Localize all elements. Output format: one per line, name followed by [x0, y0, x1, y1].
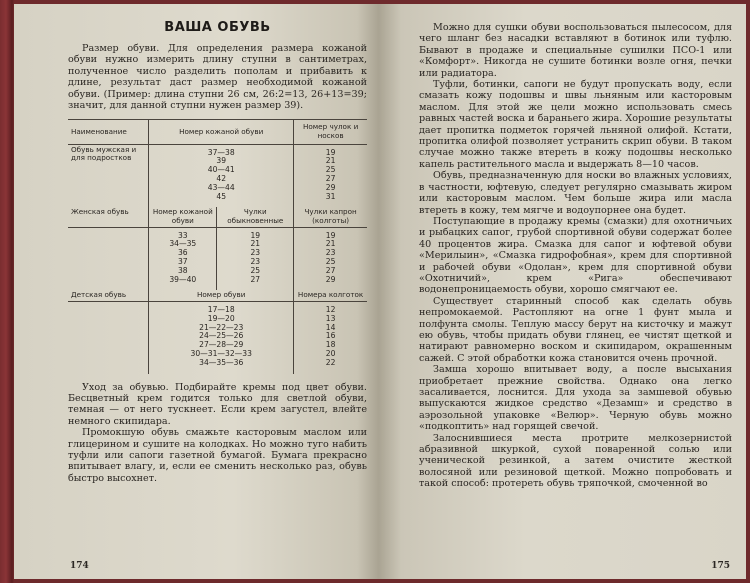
row-label-children: Детская обувь: [68, 290, 149, 301]
women-header-stockings: Чулки обыкновенные: [217, 207, 294, 227]
women-header-shoe: Номер кожаной обуви: [149, 207, 217, 227]
women-stocking-sizes: 19 21 23 23 25 27: [217, 227, 294, 290]
children-header-shoe: Номер обуви: [149, 290, 294, 301]
shoe-care-paragraph: Уход за обувью. Подбирайте кремы под цвет обуви. Бесцветный крем годится только для светлой обуви, темная — от него тускнеет. Если крем загустел, влейте немного скипидара.: [68, 381, 367, 427]
table-header-name: Наименование: [68, 120, 149, 144]
children-tights-sizes: 12 13 14 16 18 20 22: [294, 301, 367, 373]
left-page: [14, 4, 379, 579]
shoe-size-paragraph: Размер обуви. Для определения размера кожаной обуви нужно измерить длину ступни в сантиметрах, полученное число разделить пополам и прибавить к длине, результат даст размер необходимой кожаной обуви. (Пример: длина ступни 26 см, 26:2=13, 26+13=39; значит, для данной ступни нужен размер 39).: [68, 43, 367, 112]
paragraph-old-method: Существует старинный способ как сделать обувь непромокаемой. Растопляют на огне 1 фунт мыла и полфунта смолы. Теплую массу берут на кисточку и мажут ею обувь, чтобы придать обуви глянец, ее чистят щеткой и натирают равномерно воском и скипидаром, окрашенным сажей. С этой обработки кожа становится очень прочной.: [419, 295, 732, 364]
men-shoe-sizes: 37—38 39 40—41 42 43—44 45: [149, 144, 294, 207]
children-header-tights: Номера колготок: [294, 290, 367, 301]
page-title: ВАША ОБУВЬ: [164, 20, 271, 35]
shoe-size-table: [68, 119, 367, 373]
paragraph-waterproofing: Туфли, ботинки, сапоги не будут пропускать воду, если смазать кожу подошвы и швы льняным или касторовым маслом. Для этой же цели можно использовать смесь равных частей воска и бараньего жира. Хорошие результаты дает пропитка подметок горячей льняной олифой. Кстати, пропитка олифой позволяет устранить скрип обуви. В таком случае можно также втереть в кожу подошвы несколько капель растительного масла и выдержать 8—10 часов.: [419, 79, 732, 170]
page-number-left: 174: [70, 561, 89, 571]
paragraph-drying: Можно для сушки обуви воспользоваться пылесосом, для чего шланг без насадки вставляют в ботинок или туфлю. Бывают в продаже и специальные сушилки ПСО-1 или «Комфорт». Никогда не сушите ботинки возле огня, печки или радиатора.: [419, 22, 732, 79]
paragraph-suede: Замша хорошо впитывает воду, а после высыхания приобретает прежние свойства. Однако она легко засаливается, лоснится. Для ухода за замшевой обувью выпускаются жидкое средство «Дезамш» и средство в аэрозольной упаковке «Велюр». Черную обувь можно «подкоптить» над горящей свечой.: [419, 364, 732, 433]
right-page: [379, 4, 746, 579]
row-label-women: Женская обувь: [68, 207, 149, 227]
women-shoe-sizes: 33 34—35 36 37 38 39—40: [149, 227, 217, 290]
men-sock-sizes: 19 21 25 27 29 31: [294, 144, 367, 207]
wet-shoes-paragraph: Промокшую обувь смажьте касторовым маслом или глицерином и сушите на колодках. Но можно туго набить туфли или сапоги газетной бумагой. Бумага прекрасно впитывает влагу, и, если ее сменить несколько раз, обувь быстро высохнет.: [68, 427, 367, 484]
table-header-socks: Номер чулок и носков: [294, 120, 367, 144]
children-shoe-sizes: 17—18 19—20 21—22—23 24—25—26 27—28—29 30—31—32—33 34—35—36: [149, 301, 294, 373]
row-label-men: Обувь мужская и для подростков: [68, 144, 149, 207]
women-header-nylon: Чулки капрон (колготы): [294, 207, 367, 227]
paragraph-creams: Поступающие в продажу кремы (смазки) для охотничьих и рыбацких сапог, грубой спортивной обуви содержат более 40 процентов жира. Смазка для сапог и юфтевой обуви «Мерилыин», «Смазка гидрофобная», крем для спортивной и рабочей обуви «Одолан», крем для спортивной обуви «Охотничий», крем «Рига» обеспечивают водонепроницаемость обуви, хорошо смягчают ее.: [419, 215, 732, 296]
table-header-leather-shoe: Номер кожаной обуви: [149, 120, 294, 144]
page-number-right: 175: [711, 561, 730, 571]
paragraph-wet-conditions: Обувь, предназначенную для носки во влажных условиях, в частности, юфтевую, следует регулярно смазывать жиром или касторовым маслом. Чем больше жира или масла втереть в кожу, тем мягче и водоупорнее она будет.: [419, 170, 732, 216]
women-nylon-sizes: 19 21 23 25 27 29: [294, 227, 367, 290]
paragraph-shiny-spots: Залоснившиеся места протрите мелкозернистой абразивной шкуркой, сухой поваренной солью или ученической резинкой, а затем очистите жесткой волосяной или резиновой щеткой. Можно попробовать и такой способ: протереть обувь тряпочкой, смоченной во: [419, 432, 732, 490]
